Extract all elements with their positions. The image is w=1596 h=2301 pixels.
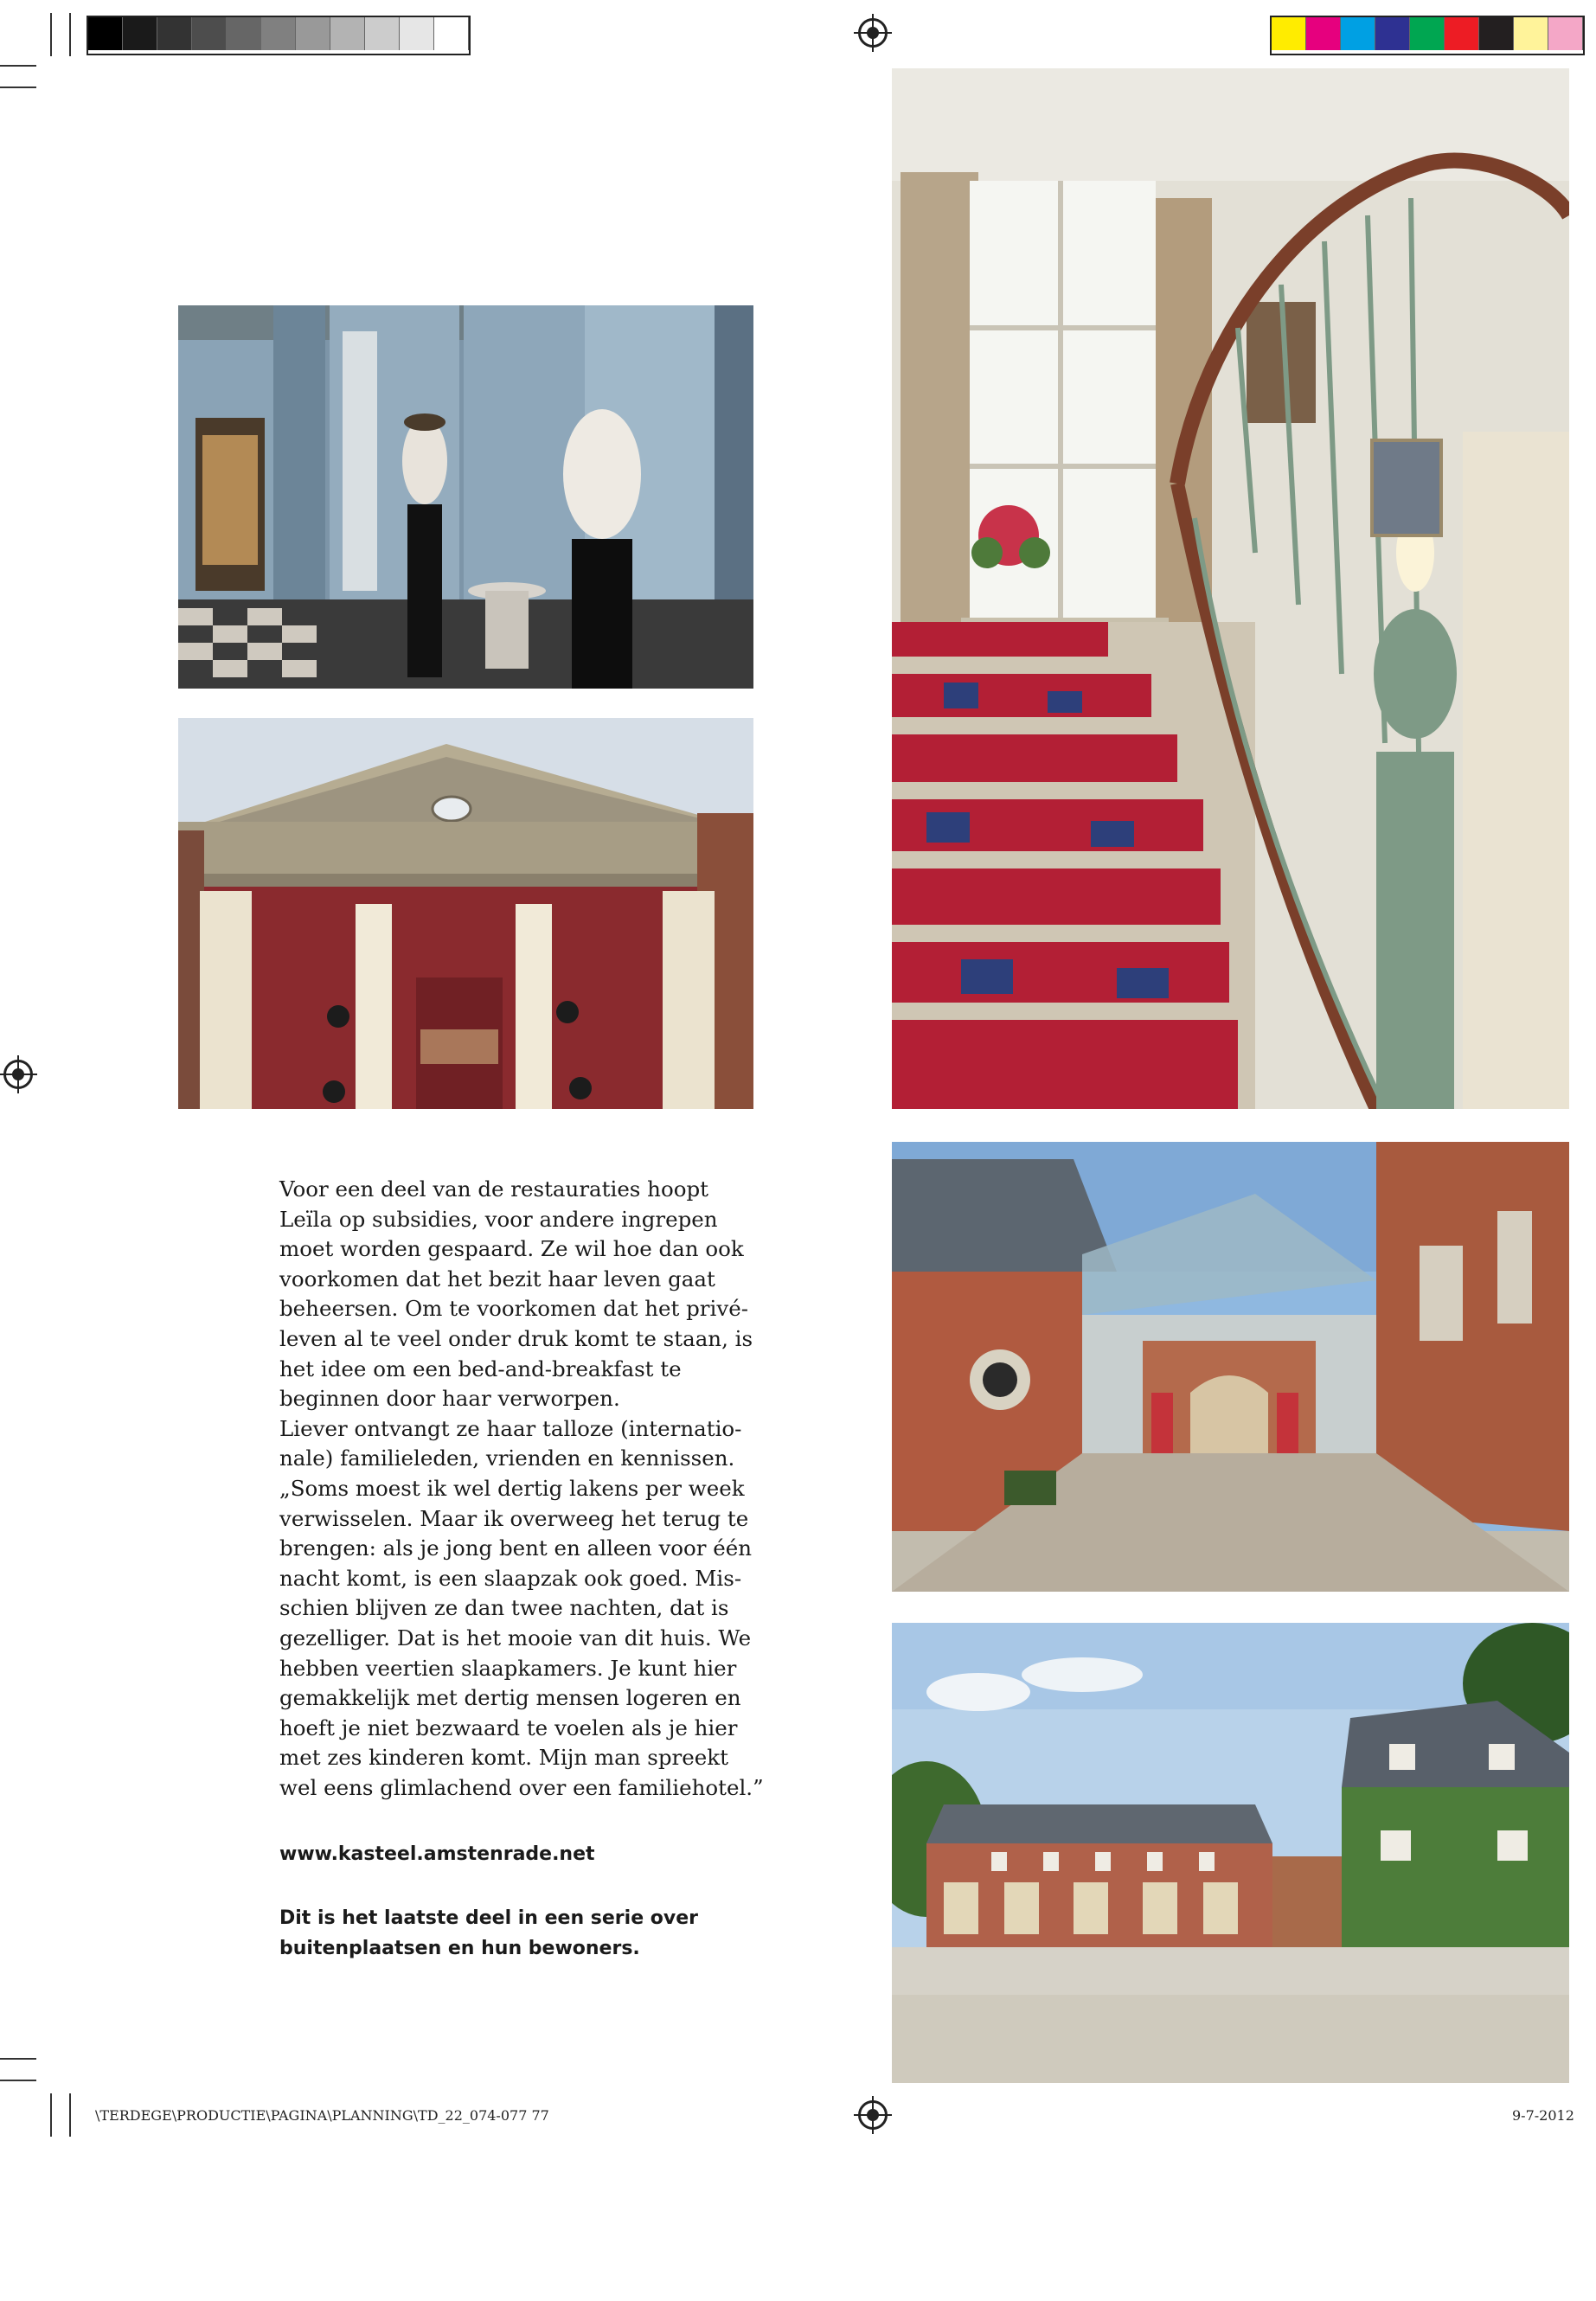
- crop-mark: [69, 2093, 71, 2137]
- registration-mark-icon: [3, 1060, 33, 1089]
- crop-mark: [50, 2093, 52, 2137]
- grey-swatch: [330, 17, 365, 50]
- grey-swatch: [296, 17, 330, 50]
- crop-mark: [0, 65, 36, 67]
- crop-mark: [69, 13, 71, 56]
- crop-mark: [0, 2058, 36, 2060]
- greyscale-control-strip: [87, 16, 471, 55]
- color-swatch: [1548, 17, 1583, 50]
- color-swatch: [1410, 17, 1445, 50]
- series-note: Dit is het laatste deel in een serie over buitenplaatsen en hun bewoners.: [279, 1907, 698, 1959]
- photo-courtyard-passage: [892, 1142, 1569, 1592]
- color-swatch: [1272, 17, 1306, 50]
- registration-mark-icon: [858, 2100, 888, 2130]
- grey-swatch: [400, 17, 434, 50]
- color-control-strip: [1270, 16, 1585, 55]
- grey-swatch: [227, 17, 261, 50]
- print-date: 9-7-2012: [1512, 2107, 1574, 2124]
- color-swatch: [1341, 17, 1375, 50]
- crop-mark: [0, 2080, 36, 2081]
- color-swatch: [1306, 17, 1341, 50]
- crop-mark: [50, 13, 52, 56]
- photo-portico: [178, 718, 753, 1109]
- article-paragraph: Liever ontvangt ze haar talloze (internationale) familieleden, vrienden en kennissen. „Soms moest ik wel dertig lakens per week verwisselen. Maar ik overweeg het terug te brengen: als je jong bent en alleen voor één nacht komt, is een slaapzak ook goed. Misschien blijven ze dan twee nachten, dat is gezelliger. Dat is het mooie van dit huis. We hebben veertien slaapkamers. Je kunt hier gemakkelijk met dertig mensen logeren en hoeft je niet bezwaard te voelen als je hier met zes kinderen komt. Mijn man spreekt wel eens glimlachend over een familiehotel.”: [279, 1415, 764, 1800]
- grey-swatch: [434, 17, 469, 50]
- photo-staircase: [892, 68, 1569, 1109]
- crop-mark: [0, 87, 36, 88]
- file-path-slug: \TERDEGE\PRODUCTIE\PAGINA\PLANNING\TD_22_074-077 77: [95, 2107, 549, 2124]
- grey-swatch: [157, 17, 192, 50]
- photo-estate-buildings: [892, 1623, 1569, 2083]
- grey-swatch: [88, 17, 123, 50]
- registration-mark-icon: [858, 18, 888, 48]
- article-body: [279, 1175, 764, 1803]
- color-swatch: [1514, 17, 1548, 50]
- grey-swatch: [123, 17, 157, 50]
- grey-swatch: [365, 17, 400, 50]
- color-swatch: [1375, 17, 1410, 50]
- color-swatch: [1445, 17, 1479, 50]
- photo-interior-busts: [178, 305, 753, 689]
- grey-swatch: [261, 17, 296, 50]
- grey-swatch: [192, 17, 227, 50]
- website-link[interactable]: www.kasteel.amstenrade.net: [279, 1843, 595, 1865]
- color-swatch: [1479, 17, 1514, 50]
- article-paragraph: Voor een deel van de restauraties hoopt Leïla op subsidies, voor andere ingrepen moet worden gespaard. Ze wil hoe dan ook voorkomen dat het bezit haar leven gaat beheersen. Om te voorkomen dat het privé-leven al te veel onder druk komt te staan, is het idee om een bed-and-breakfast te beginnen door haar verworpen.: [279, 1176, 753, 1412]
